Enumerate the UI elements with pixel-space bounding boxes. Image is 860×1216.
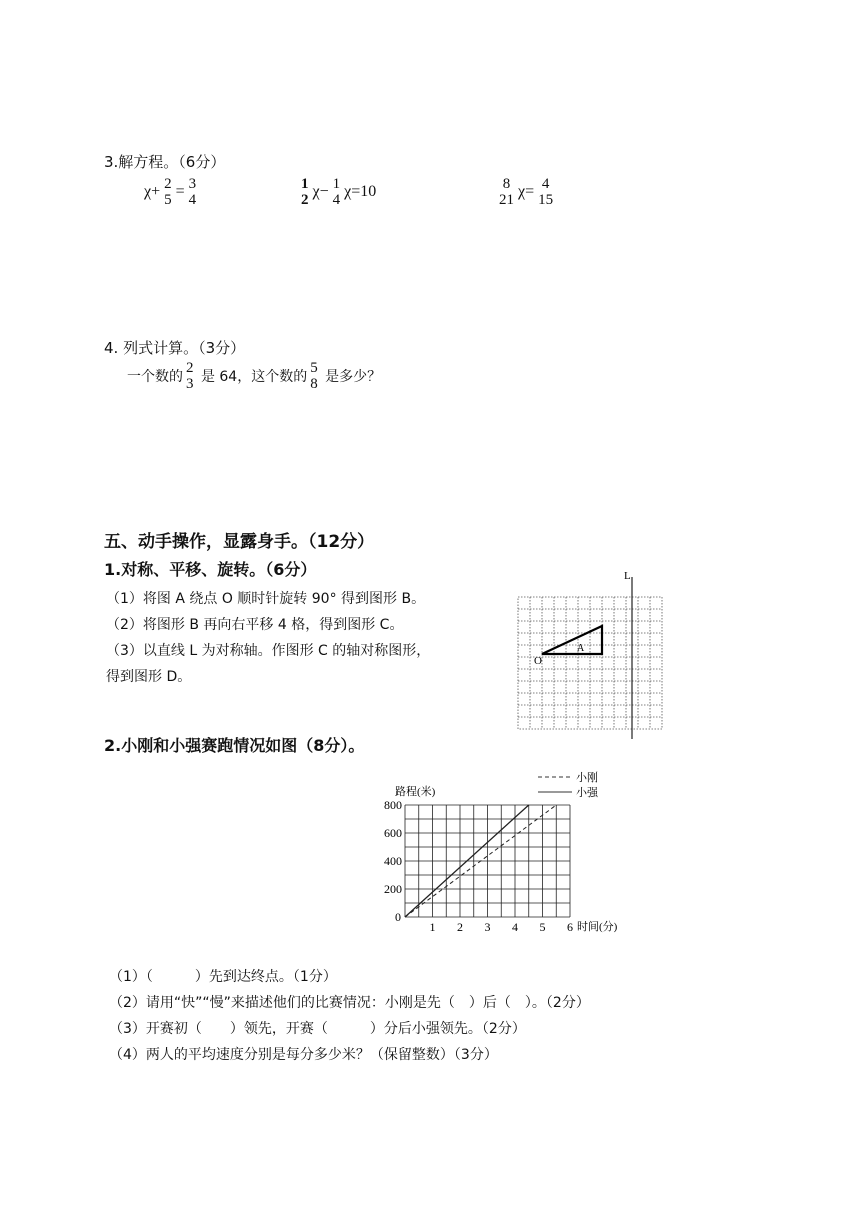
q2-item-2: （2）请用“快”“慢”来描述他们的比赛情况：小刚是先（ ）后（ ）。（2分） [109,995,590,1011]
eq1-fraction-a [162,176,174,208]
q2-item-3: （3）开赛初（ ）领先，开赛（ ）分后小强领先。（2分） [109,1021,526,1037]
eq2-var-1: χ− [312,183,329,200]
q2-questions [109,967,829,1071]
q4-fraction-1 [184,360,196,392]
x-tick-label: 4 [512,920,518,934]
x-tick-label: 2 [457,920,463,934]
eq2-frac-a-den: 2 [301,192,309,208]
origin-label: 0 [395,910,401,924]
eq1-fraction-b [187,176,199,208]
section-3-title: 3.解方程。（6分） [104,153,226,171]
eq2-var-2: χ=10 [344,183,377,200]
y-tick-label: 200 [384,882,402,896]
section-4-question [127,360,381,392]
eq1-frac-b-num: 3 [188,176,197,192]
eq1-frac-a-num: 2 [164,176,172,192]
eq2-frac-b-num: 1 [332,176,341,192]
section-5-title: 五、动手操作，显露身手。（12分） [104,532,375,552]
chart-x-axis-label: 时间(分) [577,921,618,933]
race-line-chart [360,765,640,945]
transform-grid-figure [510,565,675,745]
q4-frac-2-den: 8 [310,376,318,392]
eq3-fraction-b [536,176,555,208]
q1-item-3: （3）以直线 L 为对称轴。作图形 C 的轴对称图形， [106,643,431,659]
eq3-frac-b-den: 15 [538,192,554,208]
q4-fraction-2 [308,360,320,392]
x-tick-label: 6 [567,920,573,934]
point-O-label: O [534,655,542,667]
equation-2 [298,176,377,208]
y-tick-label: 400 [384,854,402,868]
q1-instructions [106,589,496,693]
section-4-title: 4. 列式计算。（3分） [104,339,246,357]
q4-frac-1-num: 2 [186,360,194,376]
chart-legend [538,770,599,799]
q1-title: 1.对称、平移、旋转。（6分） [104,560,317,579]
q1-item-4: 得到图形 D。 [106,669,192,685]
y-tick-label: 800 [384,798,402,812]
x-tick-label: 5 [539,920,546,934]
q2-item-1: （1）（ ）先到达终点。（1分） [109,969,337,985]
eq3-fraction-a [497,176,516,208]
legend-label-xiaogang: 小刚 [576,772,598,784]
x-tick-label: 1 [429,920,436,934]
eq3-var: χ= [518,183,535,200]
eq3-frac-a-den: 21 [499,192,514,208]
q4-text-1: 一个数的 [127,369,183,385]
chart-grid [405,805,570,917]
q4-frac-2-num: 5 [310,360,318,376]
q4-frac-1-den: 3 [186,376,194,392]
chart-tick-labels [384,798,573,934]
q4-text-3: 是多少？ [320,369,382,385]
triangle-A [542,626,602,654]
eq1-frac-b-den: 4 [188,192,197,208]
q4-text-2: 是 64，这个数的 [196,369,308,385]
equation-1 [143,176,199,208]
eq2-fraction-b [331,176,343,208]
q2-item-4: （4）两人的平均速度分别是每分多少米？（保留整数）（3分） [109,1047,498,1063]
q1-item-1: （1）将图 A 绕点 O 顺时针旋转 90° 得到图形 B。 [106,591,426,607]
legend-label-xiaoqiang: 小强 [576,787,598,799]
y-tick-label: 600 [384,826,402,840]
eq2-fraction-a [299,176,311,208]
chart-y-axis-label: 路程(米) [395,786,436,798]
eq1-frac-a-den: 5 [164,192,172,208]
eq3-frac-b-num: 4 [541,176,550,192]
q1-item-2: （2）将图形 B 再向右平移 4 格，得到图形 C。 [106,617,404,633]
line-L-label: L [624,570,631,582]
equation-3 [496,176,556,208]
eq2-frac-a-num: 1 [301,176,309,192]
x-tick-label: 3 [484,920,491,934]
q2-title: 2.小刚和小强赛跑情况如图（8分）。 [104,736,365,755]
shape-A-label: A [577,643,585,654]
eq3-frac-a-num: 8 [502,176,511,192]
eq1-equals: = [175,183,185,200]
eq1-var: χ+ [144,183,161,200]
eq2-frac-b-den: 4 [332,192,341,208]
